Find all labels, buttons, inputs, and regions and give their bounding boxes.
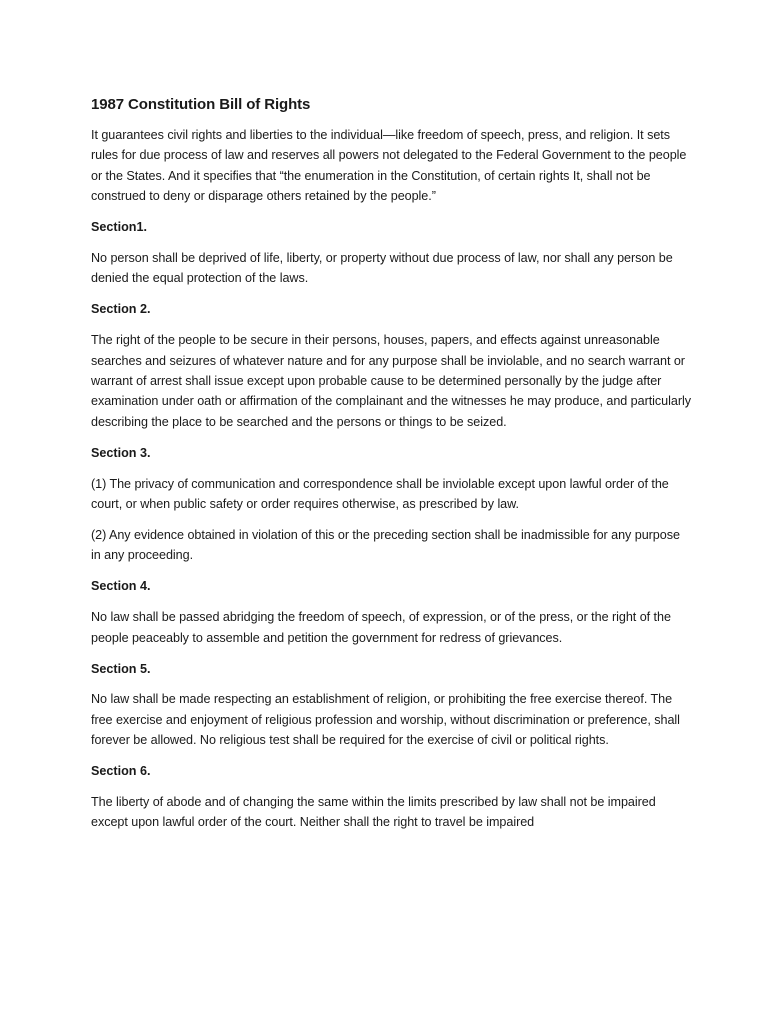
section-5: [91, 659, 691, 751]
document-title: 1987 Constitution Bill of Rights: [91, 96, 311, 113]
section-6: [91, 761, 691, 833]
section-heading: Section 4.: [91, 579, 151, 594]
section-paragraph: The right of the people to be secure in their persons, houses, papers, and effects against unreasonable searches and seizures of whatever nature and for any purpose shall be inviolable, and no search warrant or warrant of arrest shall issue except upon probable cause to be determined personally by the judge after examination under oath or affirmation of the complainant and the witnesses he may produce, and particularly describing the place to be searched and the persons or things to be seized.: [91, 333, 691, 429]
section-paragraph: No law shall be made respecting an establishment of religion, or prohibiting the free exercise thereof. The free exercise and enjoyment of religious profession and worship, without discrimination or preference, shall forever be allowed. No religious test shall be required for the exercise of civil or political rights.: [91, 692, 680, 748]
section-1: [91, 217, 691, 289]
section-heading: Section 2.: [91, 302, 151, 317]
section-heading: Section 6.: [91, 764, 151, 779]
section-paragraph: (1) The privacy of communication and correspondence shall be inviolable except upon lawful order of the court, or when public safety or order requires otherwise, as prescribed by law.: [91, 476, 669, 512]
section-3: [91, 443, 691, 566]
section-heading: Section 5.: [91, 661, 151, 676]
section-heading: Section 3.: [91, 445, 151, 460]
document-page: [91, 95, 691, 843]
section-paragraph: No person shall be deprived of life, liberty, or property without due process of law, nor shall any person be denied the equal protection of the laws.: [91, 251, 673, 286]
section-paragraph: (2) Any evidence obtained in violation of this or the preceding section shall be inadmissible for any purpose in any proceeding.: [91, 528, 680, 563]
section-heading: Section1.: [91, 220, 147, 235]
section-paragraph: No law shall be passed abridging the freedom of speech, of expression, or of the press, or the right of the people peaceably to assemble and petition the government for redress of grievances.: [91, 610, 671, 645]
section-2: [91, 299, 691, 432]
intro-paragraph: It guarantees civil rights and liberties to the individual—like freedom of speech, press, and religion. It sets rules for due process of law and reserves all powers not delegated to the Federal Government to the people or the States. And it specifies that “the enumeration in the Constitution, of certain rights It, shall not be construed to deny or disparage others retained by the people.”: [91, 128, 687, 204]
section-4: [91, 576, 691, 648]
section-paragraph: The liberty of abode and of changing the same within the limits prescribed by law shall not be impaired except upon lawful order of the court. Neither shall the right to travel be impaired: [91, 795, 656, 830]
